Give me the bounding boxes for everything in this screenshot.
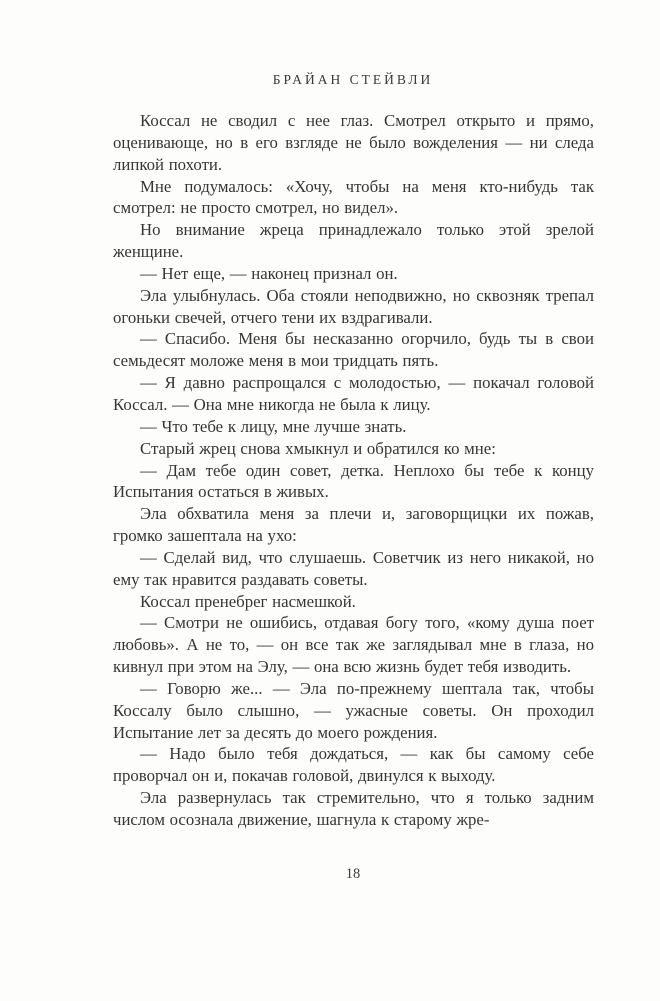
paragraph: Эла улыбнулась. Оба стояли неподвижно, но сквозняк трепал огоньки свечей, отчего тени их вздрагивали. [113, 285, 594, 327]
paragraph: — Надо было тебя дождаться, — как бы самому себе проворчал он и, покачав головой, двинулся к выходу. [113, 744, 594, 786]
paragraph: Старый жрец снова хмыкнул и обратился ко мне: [140, 438, 496, 458]
paragraph: — Дам тебе один совет, детка. Неплохо бы тебе к концу Испытания остаться в живых. [113, 460, 594, 502]
paragraph: — Спасибо. Меня бы несказанно огорчило, будь ты в свои семьдесят моложе меня в мои тридцать пять. [113, 329, 594, 371]
paragraph: Коссал пренебрег насмешкой. [140, 591, 356, 611]
paragraph: Коссал не сводил с нее глаз. Смотрел открыто и прямо, оценивающе, но в его взгляде не было вожделения — ни следа липкой похоти. [113, 111, 594, 174]
paragraph: — Нет еще, — наконец признал он. [140, 263, 398, 283]
page-number: 18 [345, 866, 361, 882]
paragraph: — Смотри не ошибись, отдавая богу того, «кому душа поет любовь». А не то, — он все так же заглядывал мне в глаза, но кивнул при этом на Элу, — она всю жизнь будет тебя изводить. [113, 613, 594, 677]
paragraph: — Говорю же... — Эла по-прежнему шептала так, чтобы Коссалу было слышно, — ужасные советы. Он проходил Испытание лет за десять до моего рождения. [113, 678, 594, 742]
body-text [113, 110, 594, 831]
paragraph: Эла обхватила меня за плечи и, заговорщицки их пожав, громко зашептала на ухо: [113, 504, 594, 546]
paragraph: Эла развернулась так стремительно, что я только задним числом осознала движение, шагнула к старому жре- [113, 788, 594, 829]
paragraph: — Сделай вид, что слушаешь. Советчик из него никакой, но ему так нравится раздавать советы. [113, 547, 594, 589]
paragraph: Мне подумалось: «Хочу, чтобы на меня кто-нибудь так смотрел: не просто смотрел, но видел». [113, 176, 594, 218]
paragraph: Но внимание жреца принадлежало только этой зрелой женщине. [113, 220, 594, 262]
paragraph: — Я давно распрощался с молодостью, — покачал головой Коссал. — Она мне никогда не была к лицу. [113, 373, 594, 414]
paragraph: — Что тебе к лицу, мне лучше знать. [140, 416, 407, 436]
running-header-author: БРАЙАН СТЕЙВЛИ [272, 72, 434, 87]
